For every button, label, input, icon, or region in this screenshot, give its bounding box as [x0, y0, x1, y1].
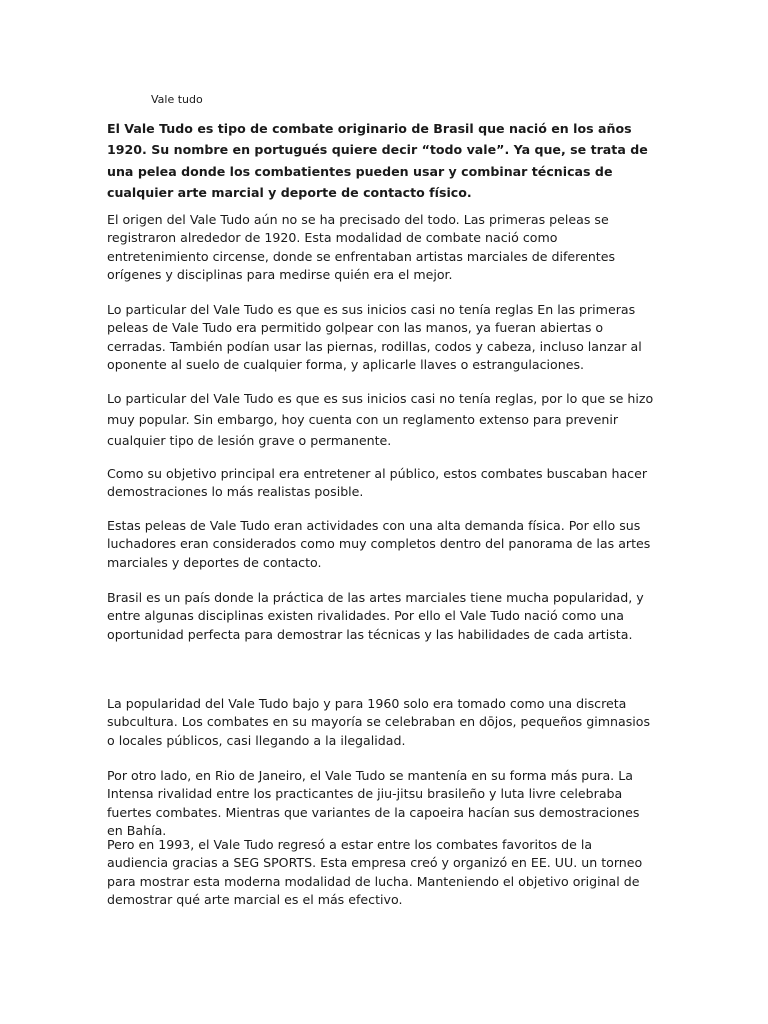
paragraph-rio: Por otro lado, en Rio de Janeiro, el Vale Tudo se mantenía en su forma más pura. La Intensa rivalidad entre los practicantes de jiu-jitsu brasileño y luta livre celebraba fuertes combates. Mientras que variantes de la capoeira hacían sus demostraciones en Bahía. — [107, 768, 640, 838]
paragraph-rules: Lo particular del Vale Tudo es que es sus inicios casi no tenía reglas En las primeras peleas de Vale Tudo era permitido golpear con las manos, ya fueran abiertas o cerradas. También podían usar las piernas, rodillas, codos y cabeza, incluso lanzar al oponente al suelo de cualquier forma, y aplicarle llaves o estrangulaciones. — [107, 302, 642, 372]
paragraph-demand: Estas peleas de Vale Tudo eran actividades con una alta demanda física. Por ello sus luchadores eran considerados como muy completos dentro del panorama de las artes marciales y deportes de contacto. — [107, 518, 651, 570]
paragraph-objective: Como su objetivo principal era entretener al público, estos combates buscaban hacer demostraciones lo más realistas posible. — [107, 466, 648, 500]
paragraph-brazil: Brasil es un país donde la práctica de las artes marciales tiene mucha popularidad, y entre algunas disciplinas existen rivalidades. Por ello el Vale Tudo nació como una oportunidad perfecta para demostrar las técnicas y las habilidades de cada artista. — [107, 590, 644, 642]
paragraph-popularity: Lo particular del Vale Tudo es que es sus inicios casi no tenía reglas, por lo que se hizo muy popular. Sin embargo, hoy cuenta con un reglamento extenso para prevenir cualquier tipo de lesión grave o permanente. — [107, 391, 654, 448]
paragraph-1993: Pero en 1993, el Vale Tudo regresó a estar entre los combates favoritos de la audiencia gracias a SEG SPORTS. Esta empresa creó y organizó en EE. UU. un torneo para mostrar esta moderna modalidad de lucha. Manteniendo el objetivo original de demostrar qué arte marcial es el más efectivo. — [107, 837, 643, 907]
document-title: Vale tudo — [151, 93, 203, 106]
paragraph-origin: El origen del Vale Tudo aún no se ha precisado del todo. Las primeras peleas se registraron alrededor de 1920. Esta modalidad de combate nació como entretenimiento circense, donde se enfrentaban artistas marciales de diferentes orígenes y disciplinas para medirse quién era el mejor. — [107, 212, 616, 282]
lead-paragraph: El Vale Tudo es tipo de combate originario de Brasil que nació en los años 1920. Su nombre en portugués quiere decir “todo vale”. Ya que, se trata de una pelea donde los combatientes pueden usar y combinar técnicas de cualquier arte marcial y deporte de contacto físico. — [107, 121, 648, 200]
paragraph-subculture: La popularidad del Vale Tudo bajo y para 1960 solo era tomado como una discreta subcultura. Los combates en su mayoría se celebraban en dōjos, pequeños gimnasios o locales públicos, casi llegando a la ilegalidad. — [107, 696, 651, 748]
